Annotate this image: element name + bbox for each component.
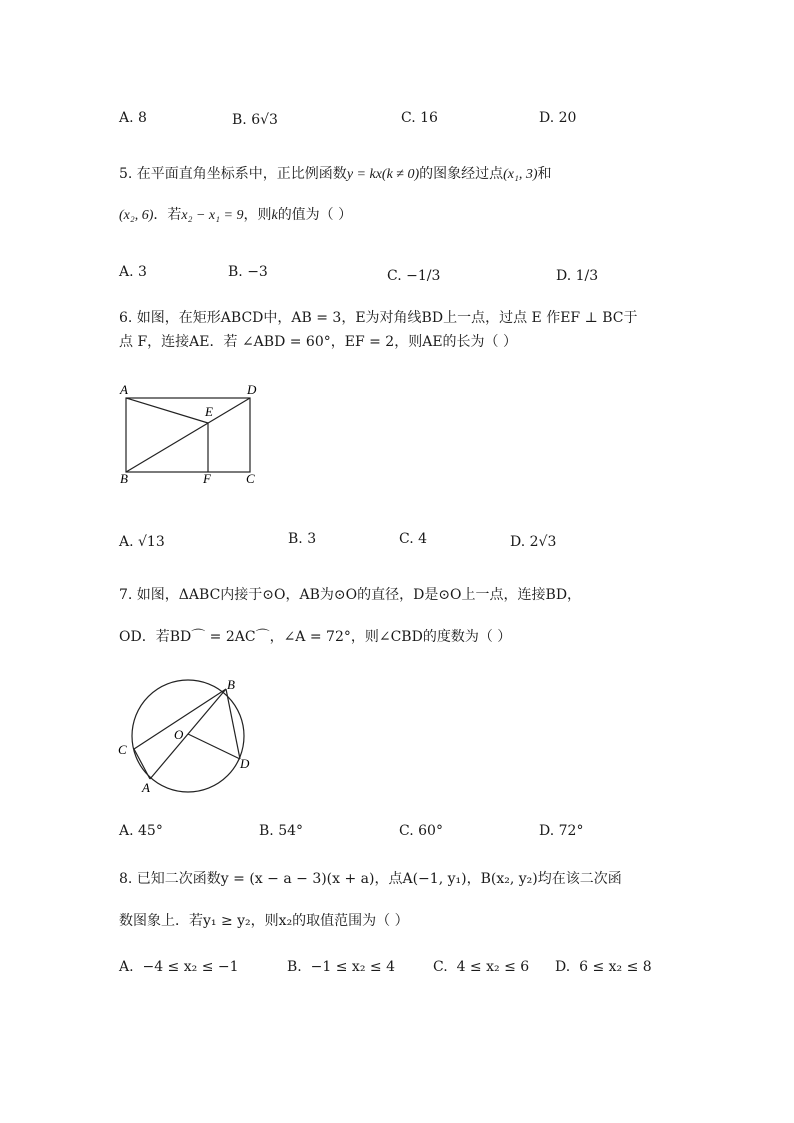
chord-bd [226, 689, 240, 759]
q7-stem-line-2: OD．若BD⌒ = 2AC⌒，∠A = 72°，则∠CBD的度数为（ ） [119, 629, 512, 645]
q8-option-c[interactable]: C. 4 ≤ x₂ ≤ 6 [433, 959, 530, 975]
q5-stem-line-1: 5. 在平面直角坐标系中，正比例函数y = kx(k ≠ 0)的图象经过点(x₁, 3)和 [119, 166, 552, 182]
radius-od [188, 734, 240, 759]
label-o: O [174, 727, 184, 742]
q6-option-a[interactable]: A. √13 [119, 534, 165, 550]
label-e: E [205, 404, 213, 419]
q5-stem-line-2: (x₂, 6)．若x₂ − x₁ = 9，则k的值为（ ） [119, 207, 353, 223]
label-b: B [227, 677, 235, 692]
q8-option-d[interactable]: D. 6 ≤ x₂ ≤ 8 [555, 959, 652, 975]
q6-option-d[interactable]: D. 2√3 [510, 534, 557, 550]
segment-ae [126, 398, 208, 423]
q5-option-d[interactable]: D. 1/3 [556, 268, 599, 284]
q8-stem-line-1: 8. 已知二次函数y = (x − a − 3)(x + a)，点A(−1, y₁)，B(x₂, y₂)均在该二次函 [119, 871, 622, 887]
q5-point-1: (x₁, 3) [503, 167, 538, 182]
q6-rectangle-figure [110, 378, 270, 490]
q4-option-d[interactable] [539, 108, 576, 128]
label-c: C [118, 742, 127, 757]
option-letter: B. [232, 112, 247, 128]
q7-option-c[interactable]: C. 60° [399, 823, 443, 839]
q8-stem-line-2: 数图象上．若y₁ ≥ y₂，则x₂的取值范围为（ ） [119, 913, 409, 929]
option-value: 16 [420, 110, 438, 126]
q5-formula: y = kx(k ≠ 0) [346, 167, 420, 182]
q4-option-b[interactable] [232, 110, 278, 130]
q8-option-b[interactable]: B. −1 ≤ x₂ ≤ 4 [287, 959, 395, 975]
q4-option-a[interactable] [119, 108, 147, 128]
q6-stem-line-2: 点 F，连接AE．若 ∠ABD = 60°，EF = 2，则AE的长为（ ） [119, 334, 517, 350]
option-value: 6√3 [251, 112, 278, 128]
q7-option-d[interactable]: D. 72° [539, 823, 584, 839]
label-f: F [203, 471, 211, 486]
label-d: D [247, 382, 257, 397]
q7-option-a[interactable]: A. 45° [119, 823, 163, 839]
q6-stem-line-1: 6. 如图，在矩形ABCD中，AB = 3，E为对角线BD上一点，过点 E 作EF ⊥ BC于 [119, 310, 638, 326]
option-value: 20 [558, 110, 577, 126]
label-b: B [120, 471, 128, 486]
q6-option-b[interactable]: B. 3 [288, 531, 317, 547]
q5-option-a[interactable]: A. 3 [119, 264, 147, 280]
option-value: 8 [138, 110, 147, 126]
chord-ac [134, 749, 150, 779]
diagonal-bd [126, 398, 250, 472]
q7-option-b[interactable]: B. 54° [259, 823, 304, 839]
label-a: A [142, 780, 150, 795]
q5-option-c[interactable]: C. −1/3 [387, 268, 441, 284]
option-letter: C. [401, 110, 416, 126]
option-letter: D. [539, 110, 555, 126]
label-a: A [120, 382, 128, 397]
q7-stem-line-1: 7. 如图，ΔABC内接于⊙O，AB为⊙O的直径，D是⊙O上一点，连接BD， [119, 587, 582, 603]
q5-option-b[interactable]: B. −3 [228, 264, 268, 280]
q6-option-c[interactable]: C. 4 [399, 531, 428, 547]
q5-point-2: (x₂, 6) [119, 208, 154, 223]
q7-circle-figure [112, 673, 272, 799]
q5-condition: x₂ − x₁ = 9 [181, 208, 244, 223]
option-letter: A. [119, 110, 134, 126]
label-c: C [246, 471, 255, 486]
q8-option-a[interactable]: A. −4 ≤ x₂ ≤ −1 [119, 959, 239, 975]
label-d: D [240, 756, 250, 771]
q4-option-c[interactable] [401, 108, 438, 128]
